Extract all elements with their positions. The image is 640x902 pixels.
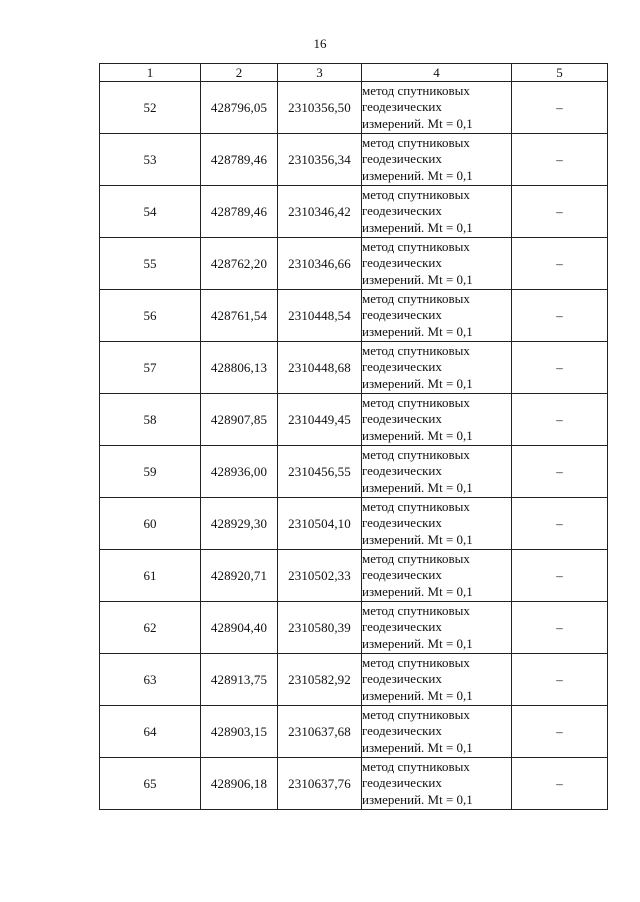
method-cell: метод спутниковых геодезических измерений. Mt = 0,1 [362,498,512,550]
x-coordinate-cell: 428789,46 [201,134,278,186]
y-coordinate-cell: 2310356,34 [278,134,362,186]
coordinates-table [99,63,608,810]
point-number-cell: 64 [100,706,201,758]
x-coordinate-cell: 428936,00 [201,446,278,498]
y-coordinate-cell: 2310448,54 [278,290,362,342]
x-coordinate-cell: 428761,54 [201,290,278,342]
y-coordinate-cell: 2310504,10 [278,498,362,550]
table-row [100,290,608,342]
x-coordinate-cell: 428789,46 [201,186,278,238]
method-cell: метод спутниковых геодезических измерений. Mt = 0,1 [362,342,512,394]
x-coordinate-cell: 428806,13 [201,342,278,394]
x-coordinate-cell: 428907,85 [201,394,278,446]
y-coordinate-cell: 2310449,45 [278,394,362,446]
y-coordinate-cell: 2310448,68 [278,342,362,394]
point-number-cell: 59 [100,446,201,498]
table-row [100,550,608,602]
column-header-3: 3 [278,64,362,82]
table-row [100,186,608,238]
y-coordinate-cell: 2310580,39 [278,602,362,654]
method-cell: метод спутниковых геодезических измерений. Mt = 0,1 [362,82,512,134]
point-number-cell: 65 [100,758,201,810]
table-body [100,82,608,810]
column-header-2: 2 [201,64,278,82]
note-cell: – [512,394,608,446]
table-row [100,82,608,134]
table-row [100,394,608,446]
method-cell: метод спутниковых геодезических измерений. Mt = 0,1 [362,550,512,602]
x-coordinate-cell: 428762,20 [201,238,278,290]
point-number-cell: 63 [100,654,201,706]
y-coordinate-cell: 2310637,76 [278,758,362,810]
note-cell: – [512,134,608,186]
x-coordinate-cell: 428904,40 [201,602,278,654]
table-row [100,706,608,758]
x-coordinate-cell: 428929,30 [201,498,278,550]
y-coordinate-cell: 2310582,92 [278,654,362,706]
column-header-5: 5 [512,64,608,82]
x-coordinate-cell: 428903,15 [201,706,278,758]
note-cell: – [512,550,608,602]
y-coordinate-cell: 2310637,68 [278,706,362,758]
method-cell: метод спутниковых геодезических измерений. Mt = 0,1 [362,706,512,758]
method-cell: метод спутниковых геодезических измерений. Mt = 0,1 [362,186,512,238]
point-number-cell: 61 [100,550,201,602]
x-coordinate-cell: 428796,05 [201,82,278,134]
point-number-cell: 56 [100,290,201,342]
table-row [100,134,608,186]
note-cell: – [512,82,608,134]
method-cell: метод спутниковых геодезических измерений. Mt = 0,1 [362,134,512,186]
note-cell: – [512,342,608,394]
table-row [100,446,608,498]
y-coordinate-cell: 2310456,55 [278,446,362,498]
y-coordinate-cell: 2310346,66 [278,238,362,290]
point-number-cell: 52 [100,82,201,134]
column-header-1: 1 [100,64,201,82]
y-coordinate-cell: 2310502,33 [278,550,362,602]
point-number-cell: 58 [100,394,201,446]
point-number-cell: 57 [100,342,201,394]
note-cell: – [512,758,608,810]
point-number-cell: 62 [100,602,201,654]
y-coordinate-cell: 2310346,42 [278,186,362,238]
x-coordinate-cell: 428906,18 [201,758,278,810]
method-cell: метод спутниковых геодезических измерений. Mt = 0,1 [362,290,512,342]
note-cell: – [512,186,608,238]
table-row [100,758,608,810]
note-cell: – [512,446,608,498]
x-coordinate-cell: 428920,71 [201,550,278,602]
note-cell: – [512,654,608,706]
note-cell: – [512,238,608,290]
table-row [100,654,608,706]
table-row [100,602,608,654]
y-coordinate-cell: 2310356,50 [278,82,362,134]
point-number-cell: 60 [100,498,201,550]
x-coordinate-cell: 428913,75 [201,654,278,706]
table-row [100,498,608,550]
method-cell: метод спутниковых геодезических измерений. Mt = 0,1 [362,654,512,706]
point-number-cell: 54 [100,186,201,238]
note-cell: – [512,290,608,342]
note-cell: – [512,602,608,654]
table-header-row [100,64,608,82]
point-number-cell: 55 [100,238,201,290]
table-row [100,238,608,290]
note-cell: – [512,706,608,758]
column-header-4: 4 [362,64,512,82]
table-row [100,342,608,394]
page-number: 16 [313,36,327,51]
method-cell: метод спутниковых геодезических измерений. Mt = 0,1 [362,446,512,498]
method-cell: метод спутниковых геодезических измерений. Mt = 0,1 [362,394,512,446]
method-cell: метод спутниковых геодезических измерений. Mt = 0,1 [362,602,512,654]
point-number-cell: 53 [100,134,201,186]
method-cell: метод спутниковых геодезических измерений. Mt = 0,1 [362,238,512,290]
method-cell: метод спутниковых геодезических измерений. Mt = 0,1 [362,758,512,810]
note-cell: – [512,498,608,550]
